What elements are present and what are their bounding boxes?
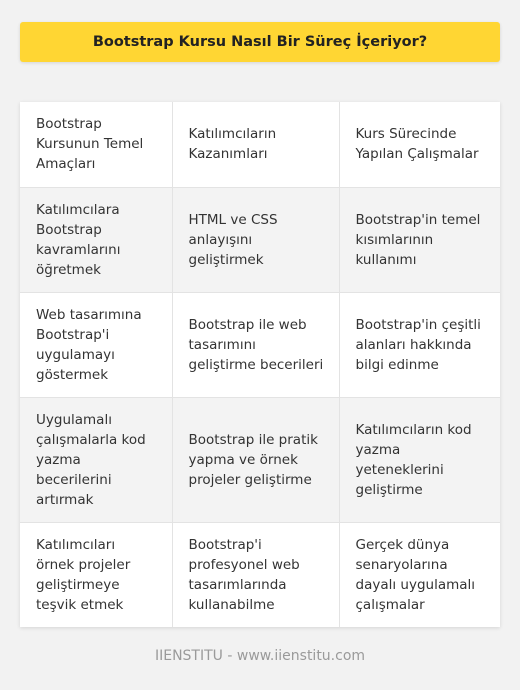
table-row <box>20 292 500 397</box>
table-cell: Kurs Sürecinde Yapılan Çalışmalar <box>339 102 500 187</box>
table-cell: Bootstrap'i profesyonel web tasarımlarında kullanabilme <box>172 522 339 627</box>
table-row <box>20 522 500 627</box>
table-cell: Katılımcıları örnek projeler geliştirmeye teşvik etmek <box>20 522 172 627</box>
table-cell: Uygulamalı çalışmalarla kod yazma becerilerini artırmak <box>20 397 172 522</box>
table-cell: Katılımcıların Kazanımları <box>172 102 339 187</box>
page-title: Bootstrap Kursu Nasıl Bir Süreç İçeriyor? <box>92 34 428 50</box>
table-cell: Bootstrap ile pratik yapma ve örnek projeler geliştirme <box>172 397 339 522</box>
table-cell: HTML ve CSS anlayışını geliştirmek <box>172 187 339 292</box>
table-cell: Gerçek dünya senaryolarına dayalı uygulamalı çalışmalar <box>355 536 476 613</box>
table-row <box>20 187 500 292</box>
title-banner <box>20 22 500 62</box>
info-table <box>20 102 500 627</box>
table-cell: Katılımcıların kod yazma yeteneklerini geliştirme <box>339 397 500 522</box>
table-cell: Bootstrap'in çeşitli alanları hakkında bilgi edinme <box>339 292 500 397</box>
table-header-row <box>20 102 500 187</box>
table-cell: Web tasarımına Bootstrap'i uygulamayı göstermek <box>20 292 172 397</box>
table-row <box>20 397 500 522</box>
table-cell: Bootstrap ile web tasarımını geliştirme becerileri <box>172 292 339 397</box>
info-table-container <box>20 102 500 627</box>
table-cell: Bootstrap'in temel kısımlarının kullanımı <box>339 187 500 292</box>
footer-credit: IIENSTITU - www.iienstitu.com <box>154 648 366 664</box>
table-cell: Bootstrap Kursunun Temel Amaçları <box>20 102 172 187</box>
table-cell: Katılımcılara Bootstrap kavramlarını öğretmek <box>20 187 172 292</box>
